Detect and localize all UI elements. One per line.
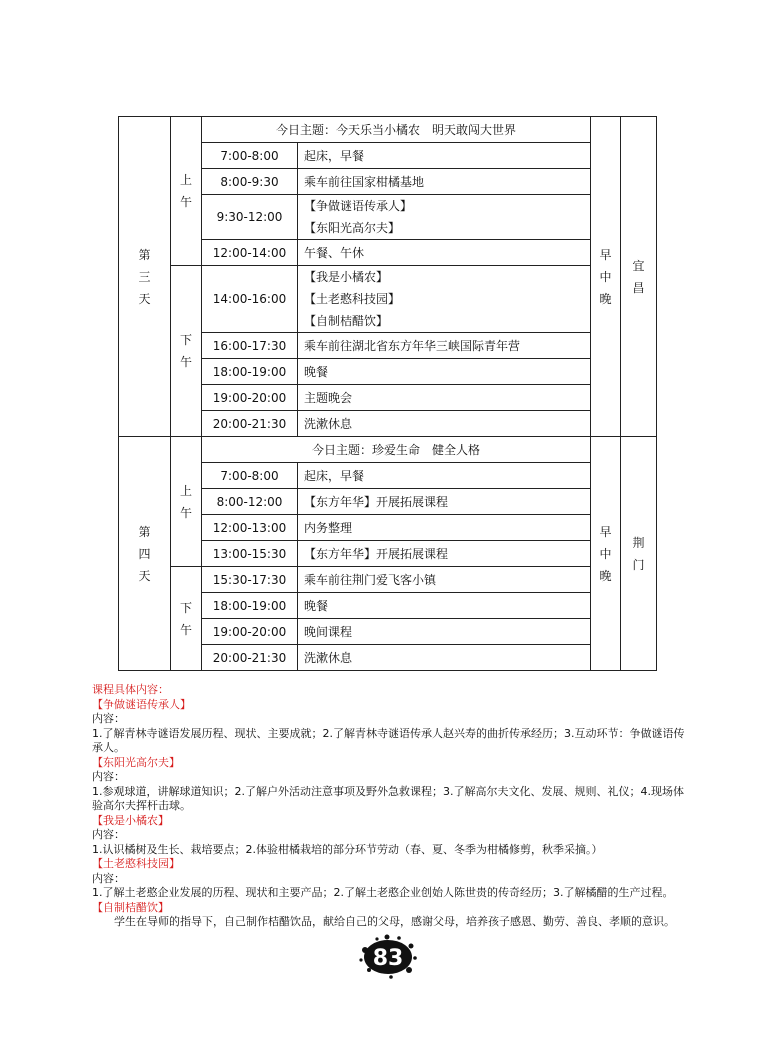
activity — [298, 333, 591, 359]
section-label: 内容： — [92, 770, 125, 783]
morning-label-char: 上 — [179, 483, 192, 498]
meals-cell-char: 早 — [599, 524, 612, 539]
activity — [298, 593, 591, 619]
activity-line: 【东阳光高尔夫】 — [304, 221, 401, 235]
time-slot: 19:00-20:00 — [202, 385, 298, 411]
time-slot: 12:00-13:00 — [202, 515, 298, 541]
morning-label — [171, 437, 202, 567]
activity — [298, 567, 591, 593]
time-slot: 19:00-20:00 — [202, 619, 298, 645]
afternoon-label-char: 午 — [179, 355, 192, 369]
afternoon-label — [171, 266, 202, 437]
activity — [298, 515, 591, 541]
time-slot: 16:00-17:30 — [202, 333, 298, 359]
meals-cell — [591, 117, 621, 437]
section-text: 1.认识橘树及生长、栽培要点；2.体验柑橘栽培的部分环节劳动（春、夏、冬季为柑橘修剪，秋季采摘。） — [92, 842, 603, 856]
course-details-heading: 课程具体内容： — [92, 683, 169, 696]
day-label-char: 第 — [138, 524, 151, 539]
location-cell-char: 门 — [632, 557, 645, 572]
activity-line: 晚餐 — [304, 598, 329, 613]
activity-line: 【土老憨科技园】 — [304, 292, 401, 306]
morning-label-char: 午 — [179, 195, 192, 209]
time-slot: 14:00-16:00 — [202, 266, 298, 333]
section-text: 学生在导师的指导下，自己制作桔醋饮品，献给自己的父母，感谢父母，培养孩子感恩、勤劳、善良、孝顺的意识。 — [114, 915, 675, 928]
day-label — [119, 117, 171, 437]
schedule-row — [119, 266, 657, 333]
time-slot: 13:00-15:30 — [202, 541, 298, 567]
afternoon-label — [171, 567, 202, 671]
activity-line: 晚间课程 — [304, 624, 353, 639]
day-theme: 今日主题：今天乐当小橘农 明天敢闯大世界 — [202, 117, 591, 143]
section-label: 内容： — [92, 828, 125, 841]
page-number: 83 — [372, 946, 404, 971]
meals-cell-char: 中 — [599, 269, 612, 284]
activity-line: 起床，早餐 — [304, 468, 365, 483]
activity-line: 乘车前往湖北省东方年华三峡国际青年营 — [304, 338, 521, 353]
meals-cell-char: 晚 — [599, 568, 612, 583]
activity-line: 【东方年华】开展拓展课程 — [304, 494, 449, 509]
section-text: 1.参观球道，讲解球道知识；2.了解户外活动注意事项及野外急救课程；3.了解高尔夫文化、发展、规则、礼仪；4.现场体验高尔夫挥杆击球。 — [92, 784, 684, 812]
activity — [298, 541, 591, 567]
activity — [298, 195, 591, 240]
activity — [298, 143, 591, 169]
activity-line: 晚餐 — [304, 364, 329, 379]
afternoon-label-char: 午 — [179, 622, 192, 637]
time-slot: 7:00-8:00 — [202, 143, 298, 169]
location-cell-char: 宜 — [632, 258, 645, 273]
morning-label-char: 午 — [179, 505, 192, 520]
section-title: 【土老憨科技园】 — [92, 857, 180, 870]
time-slot: 8:00-12:00 — [202, 489, 298, 515]
activity-line: 【东方年华】开展拓展课程 — [304, 546, 449, 561]
course-details — [92, 683, 692, 930]
activity — [298, 489, 591, 515]
location-cell — [621, 117, 657, 437]
day-label-char: 四 — [138, 546, 151, 561]
activity-line: 内务整理 — [304, 520, 353, 535]
schedule-table — [118, 116, 657, 671]
meals-cell-char: 晚 — [599, 291, 612, 306]
activity-line: 主题晚会 — [304, 390, 353, 405]
activity — [298, 619, 591, 645]
activity-line: 起床，早餐 — [304, 148, 365, 163]
section-title: 【争做谜语传承人】 — [92, 697, 191, 711]
activity — [298, 169, 591, 195]
theme-row — [119, 117, 657, 143]
activity-line: 【我是小橘农】 — [304, 270, 389, 284]
activity — [298, 240, 591, 266]
time-slot: 18:00-19:00 — [202, 359, 298, 385]
activity — [298, 463, 591, 489]
time-slot: 9:30-12:00 — [202, 195, 298, 240]
time-slot: 20:00-21:30 — [202, 411, 298, 437]
meals-cell — [591, 437, 621, 671]
section-text: 1.了解青林寺谜语发展历程、现状、主要成就；2.了解青林寺谜语传承人赵兴寿的曲折传承经历；3.互动环节：争做谜语传承人。 — [92, 726, 685, 754]
location-cell-char: 荆 — [632, 535, 645, 550]
time-slot: 15:30-17:30 — [202, 567, 298, 593]
activity — [298, 645, 591, 671]
activity — [298, 359, 591, 385]
meals-cell-char: 早 — [599, 247, 612, 262]
time-slot: 7:00-8:00 — [202, 463, 298, 489]
activity-line: 乘车前往国家柑橘基地 — [304, 174, 425, 189]
activity — [298, 266, 591, 333]
location-cell — [621, 437, 657, 671]
day-label-char: 天 — [138, 568, 151, 583]
time-slot: 20:00-21:30 — [202, 645, 298, 671]
day-label — [119, 437, 171, 671]
morning-label — [171, 117, 202, 266]
activity-line: 【争做谜语传承人】 — [304, 199, 413, 213]
section-title: 【自制桔醋饮】 — [92, 900, 169, 914]
morning-label-char: 上 — [179, 173, 192, 187]
activity — [298, 411, 591, 437]
section-text: 1.了解土老憨企业发展的历程、现状和主要产品；2.了解土老憨企业创始人陈世贵的传奇经历；3.了解橘醋的生产过程。 — [92, 886, 674, 899]
meals-cell-char: 中 — [599, 546, 612, 561]
location-cell-char: 昌 — [632, 280, 645, 295]
activity-line: 午餐、午休 — [304, 245, 365, 260]
activity — [298, 385, 591, 411]
afternoon-label-char: 下 — [179, 600, 192, 615]
activity-line: 洗漱休息 — [304, 416, 353, 431]
time-slot: 12:00-14:00 — [202, 240, 298, 266]
theme-row — [119, 437, 657, 463]
day-label-char: 三 — [138, 269, 151, 284]
afternoon-label-char: 下 — [179, 333, 192, 347]
section-label: 内容： — [92, 871, 125, 885]
activity-line: 乘车前往荆门爱飞客小镇 — [304, 572, 437, 587]
section-title: 【我是小橘农】 — [92, 813, 169, 827]
activity-line: 洗漱休息 — [304, 650, 353, 665]
day-label-char: 第 — [138, 247, 151, 262]
day-label-char: 天 — [138, 291, 151, 306]
time-slot: 8:00-9:30 — [202, 169, 298, 195]
time-slot: 18:00-19:00 — [202, 593, 298, 619]
schedule-row — [119, 567, 657, 593]
activity-line: 【自制桔醋饮】 — [304, 314, 389, 328]
section-title: 【东阳光高尔夫】 — [92, 755, 180, 769]
page-number-badge — [357, 932, 419, 980]
day-theme: 今日主题：珍爱生命 健全人格 — [202, 437, 591, 463]
section-label: 内容： — [92, 712, 125, 725]
